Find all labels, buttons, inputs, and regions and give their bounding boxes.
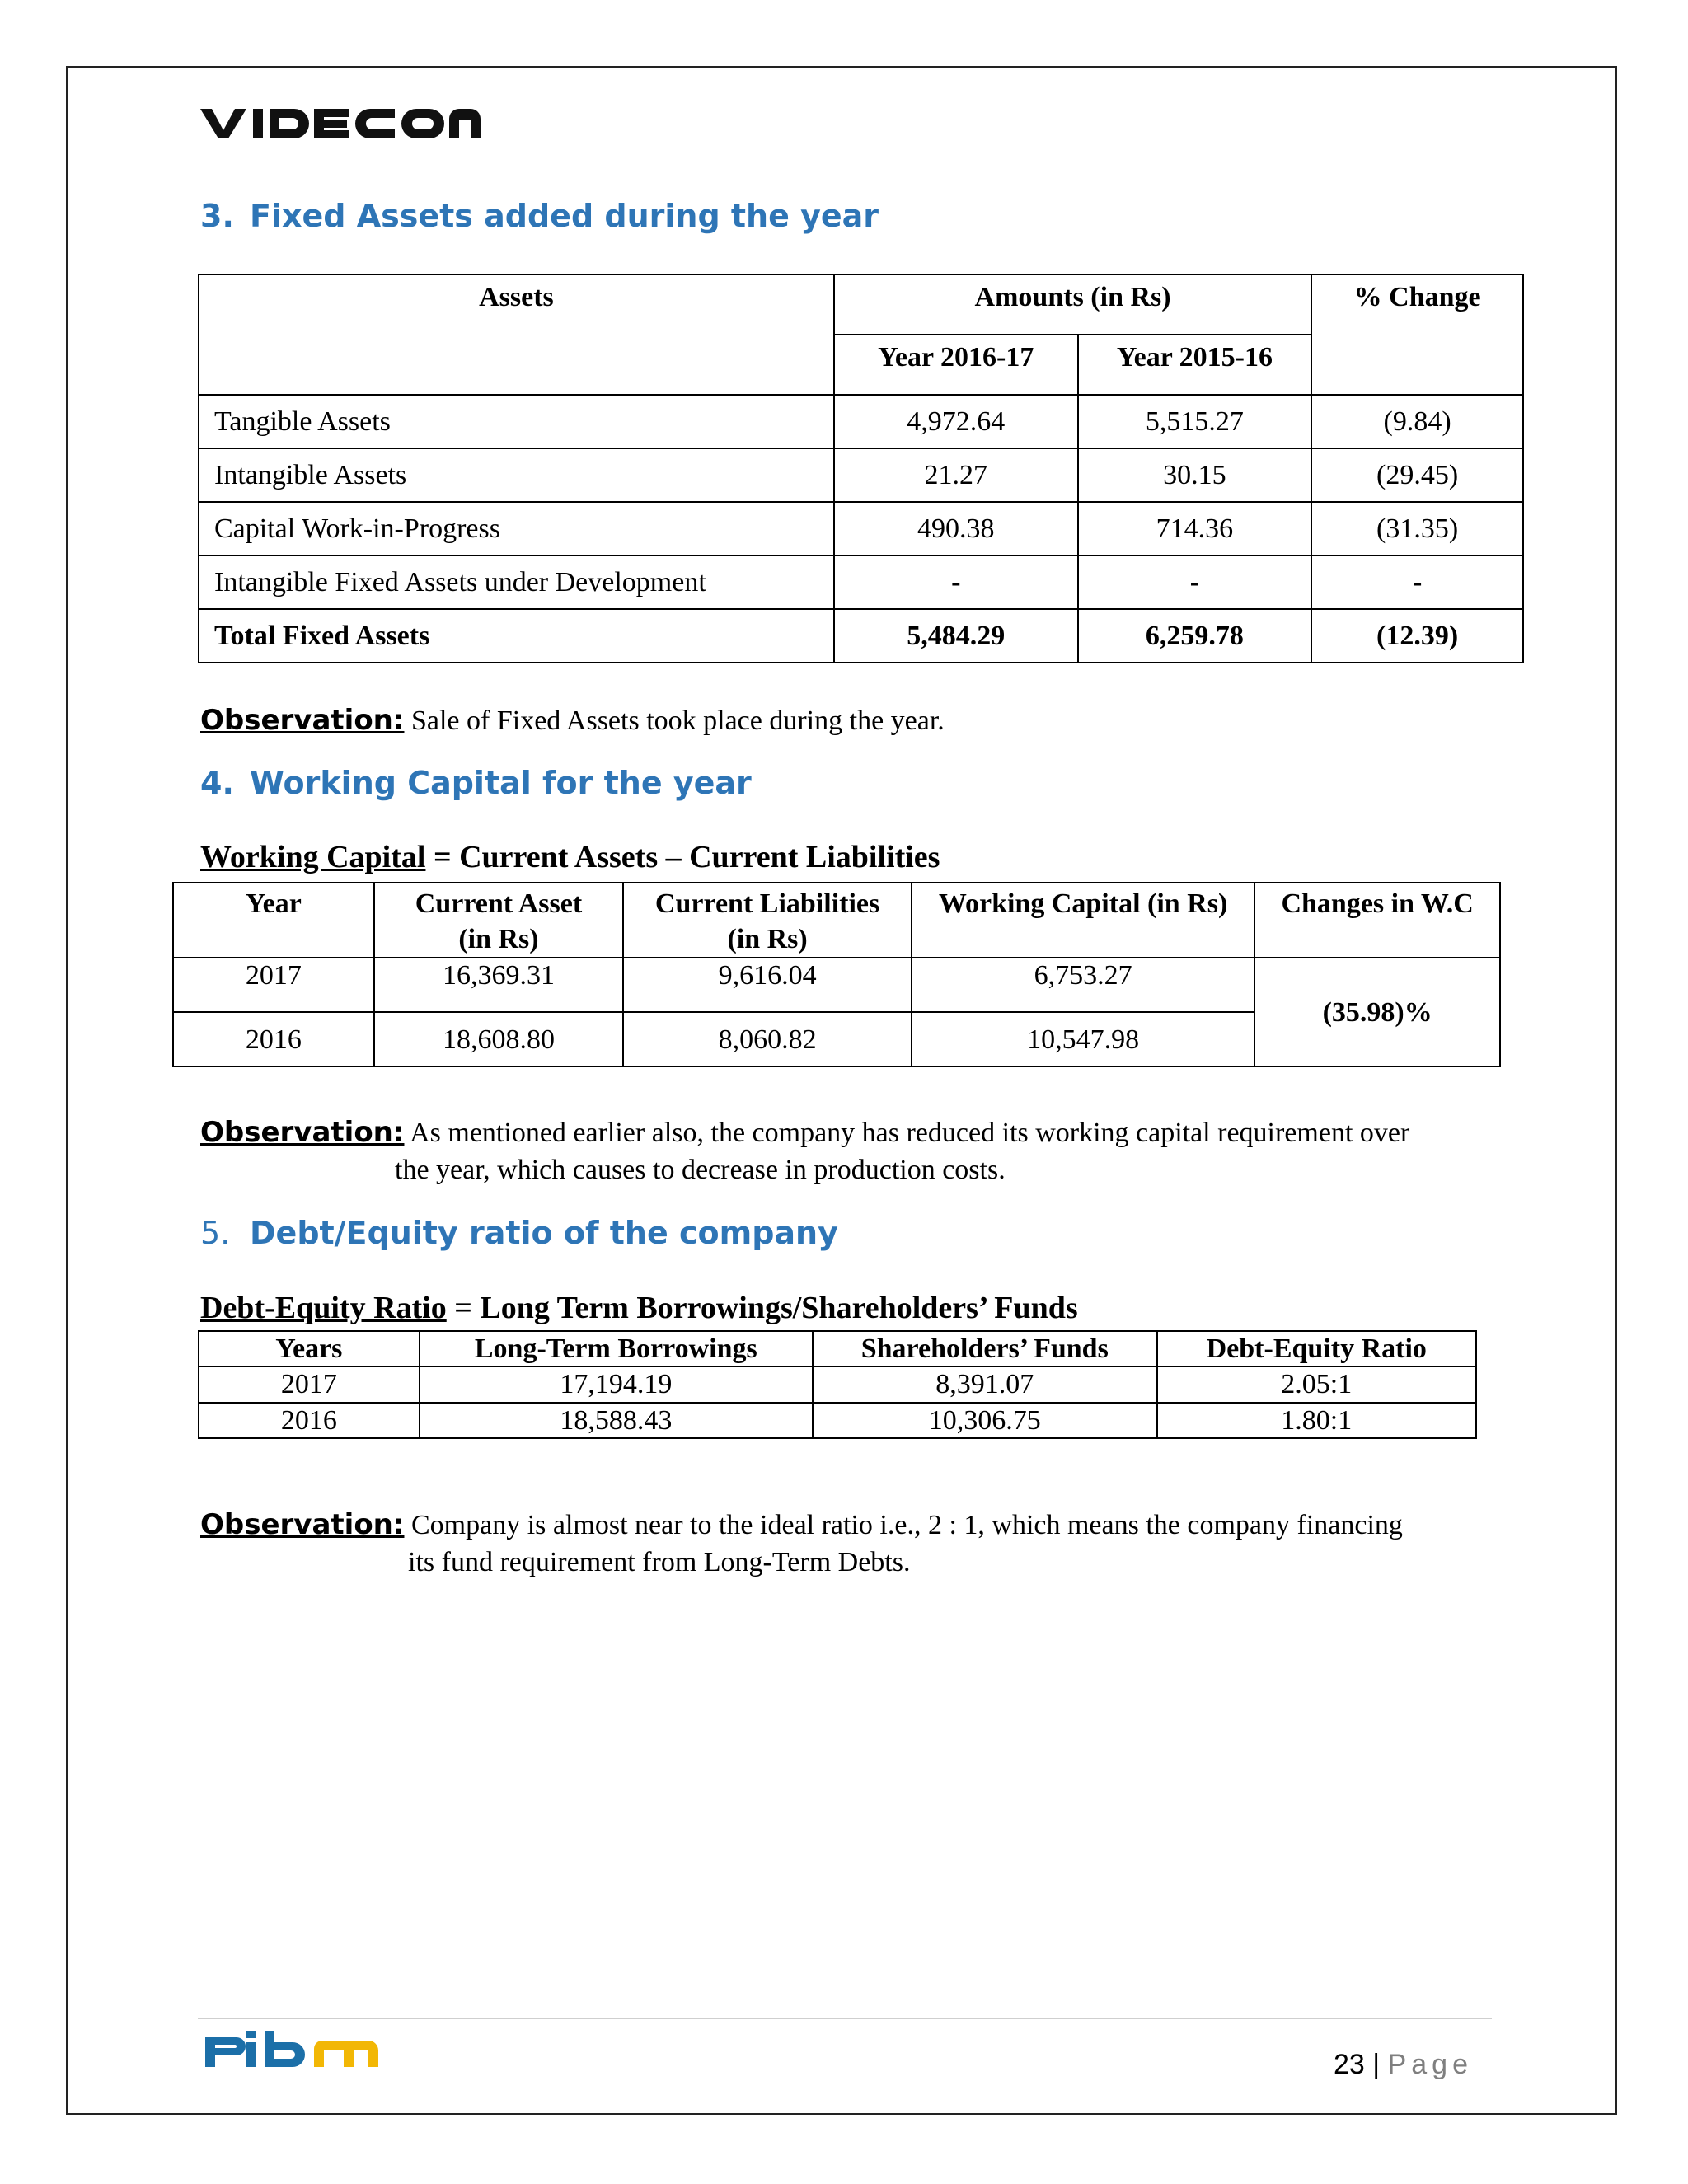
cell-value: 21.27 — [834, 448, 1078, 502]
observation-text: As mentioned earlier also, the company has reduced its working capital requirement over — [410, 1118, 1410, 1148]
cell-ratio: 2.05:1 — [1157, 1366, 1476, 1402]
header-year-2016-17: Year 2016-17 — [834, 335, 1078, 395]
section-title: Debt/Equity ratio of the company — [250, 1215, 838, 1251]
cell-value: 30.15 — [1078, 448, 1312, 502]
header-current-liabilities — [623, 883, 912, 958]
table-row — [173, 958, 1500, 1012]
cell-value: - — [1078, 555, 1312, 609]
observation-label: Observation: — [200, 1116, 405, 1149]
observation-text: Company is almost near to the ideal ratio i.e., 2 : 1, which means the company financing — [410, 1510, 1403, 1540]
formula-expression: = Long Term Borrowings/Shareholders’ Funds — [446, 1291, 1078, 1325]
header-current-asset — [374, 883, 624, 958]
header-shareholders-funds: Shareholders’ Funds — [813, 1331, 1157, 1366]
cell-value: 16,369.31 — [374, 958, 624, 1012]
cell-value: 6,753.27 — [912, 958, 1254, 1012]
row-label: Capital Work-in-Progress — [199, 502, 834, 555]
cell-value: 17,194.19 — [420, 1366, 813, 1402]
observation-working-capital — [200, 1114, 1503, 1188]
header-change: % Change — [1311, 274, 1523, 395]
cell-value: 10,306.75 — [813, 1403, 1157, 1438]
header-amounts: Amounts (in Rs) — [834, 274, 1311, 335]
table-row — [199, 502, 1523, 555]
cell-value: 5,515.27 — [1078, 395, 1312, 448]
footer-divider — [198, 2018, 1492, 2019]
table-row — [199, 1403, 1476, 1438]
section-number: 5. — [200, 1215, 231, 1251]
debt-equity-formula — [200, 1290, 1078, 1326]
section-number: 3. — [200, 198, 234, 234]
formula-expression: = Current Assets – Current Liabilities — [425, 840, 940, 874]
page-number-value: 23 — [1334, 2049, 1365, 2080]
header-long-term-borrowings: Long-Term Borrowings — [420, 1331, 813, 1366]
observation-label: Observation: — [200, 1508, 405, 1541]
cell-value: 18,608.80 — [374, 1012, 624, 1066]
page-label: Page — [1387, 2049, 1473, 2080]
section-heading-working-capital — [200, 765, 752, 801]
section-title: Fixed Assets added during the year — [250, 198, 879, 234]
row-label: Total Fixed Assets — [199, 609, 834, 663]
page-number — [1334, 2049, 1473, 2081]
header-working-capital: Working Capital (in Rs) — [912, 883, 1254, 958]
cell-value: 4,972.64 — [834, 395, 1078, 448]
page-separator: | — [1372, 2049, 1381, 2080]
table-row — [199, 1366, 1476, 1402]
cell-change-wc: (35.98)% — [1254, 958, 1500, 1066]
formula-term: Debt-Equity Ratio — [200, 1291, 447, 1325]
debt-equity-table — [198, 1330, 1477, 1439]
header-line: Current Asset — [415, 888, 583, 919]
cell-value: 490.38 — [834, 502, 1078, 555]
cell-value: 714.36 — [1078, 502, 1312, 555]
working-capital-table — [172, 882, 1501, 1067]
header-changes-wc: Changes in W.C — [1254, 883, 1500, 958]
row-label: Tangible Assets — [199, 395, 834, 448]
cell-value: 18,588.43 — [420, 1403, 813, 1438]
pibm-logo — [204, 2029, 389, 2070]
cell-value: 10,547.98 — [912, 1012, 1254, 1066]
header-debt-equity-ratio: Debt-Equity Ratio — [1157, 1331, 1476, 1366]
table-row — [199, 395, 1523, 448]
cell-change: (12.39) — [1311, 609, 1523, 663]
section-heading-fixed-assets — [200, 198, 879, 234]
cell-change: - — [1311, 555, 1523, 609]
header-line: Current Liabilities — [654, 888, 880, 919]
cell-value: 6,259.78 — [1078, 609, 1312, 663]
working-capital-formula — [200, 839, 940, 875]
observation-text: Sale of Fixed Assets took place during the year. — [410, 705, 945, 736]
table-row-total — [199, 609, 1523, 663]
cell-year: 2016 — [173, 1012, 374, 1066]
observation-text: the year, which causes to decrease in production costs. — [395, 1155, 1006, 1185]
cell-year: 2017 — [199, 1366, 420, 1402]
cell-ratio: 1.80:1 — [1157, 1403, 1476, 1438]
section-number: 4. — [200, 765, 234, 801]
header-year-2015-16: Year 2015-16 — [1078, 335, 1312, 395]
cell-value: 8,391.07 — [813, 1366, 1157, 1402]
cell-value: 5,484.29 — [834, 609, 1078, 663]
section-title: Working Capital for the year — [250, 765, 752, 801]
row-label: Intangible Fixed Assets under Development — [199, 555, 834, 609]
table-row — [199, 448, 1523, 502]
observation-text: its fund requirement from Long-Term Debts. — [408, 1547, 911, 1577]
formula-term: Working Capital — [200, 840, 426, 874]
cell-change: (29.45) — [1311, 448, 1523, 502]
observation-debt-equity — [200, 1507, 1486, 1581]
header-year: Year — [173, 883, 374, 958]
cell-value: 8,060.82 — [623, 1012, 912, 1066]
header-assets: Assets — [199, 274, 834, 395]
section-heading-debt-equity — [200, 1215, 838, 1251]
cell-value: 9,616.04 — [623, 958, 912, 1012]
header-line: (in Rs) — [458, 923, 539, 954]
videocon-logo — [200, 102, 489, 143]
header-years: Years — [199, 1331, 420, 1366]
cell-year: 2016 — [199, 1403, 420, 1438]
cell-change: (9.84) — [1311, 395, 1523, 448]
cell-change: (31.35) — [1311, 502, 1523, 555]
cell-value: - — [834, 555, 1078, 609]
fixed-assets-table — [198, 274, 1524, 663]
header-line: (in Rs) — [727, 923, 808, 954]
table-row — [199, 555, 1523, 609]
observation-fixed-assets — [200, 702, 945, 739]
row-label: Intangible Assets — [199, 448, 834, 502]
observation-label: Observation: — [200, 704, 405, 737]
cell-year: 2017 — [173, 958, 374, 1012]
